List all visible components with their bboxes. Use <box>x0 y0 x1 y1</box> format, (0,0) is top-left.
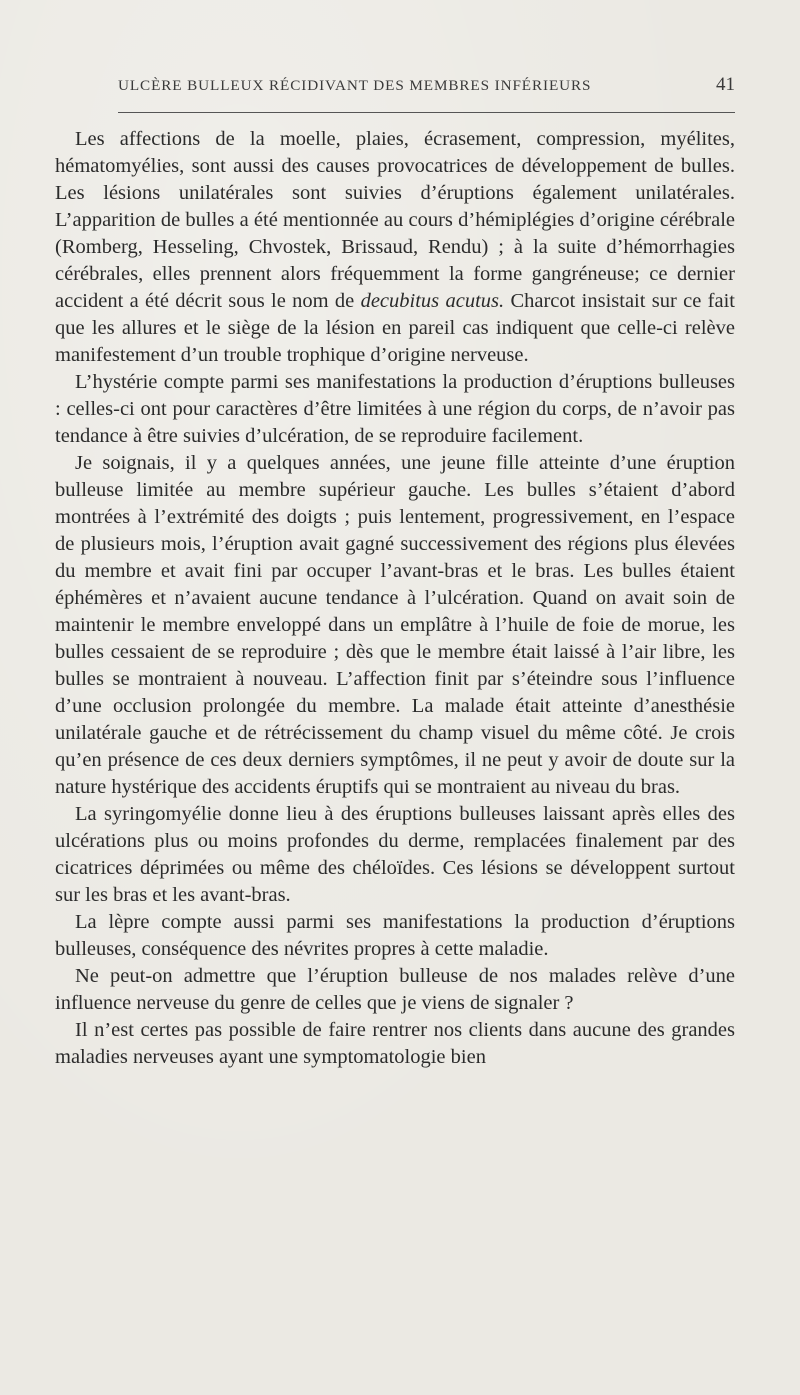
body-text <box>55 126 735 1071</box>
page-number: 41 <box>716 74 735 95</box>
paragraph-6: Ne peut-on admettre que l’éruption bulleuse de nos malades relève d’une influence nerveuse du genre de celles que je viens de signaler ? <box>55 965 735 1014</box>
page-header <box>118 74 735 104</box>
paragraph-1-text-after: Charcot insistait sur ce fait que les allures et le siège de la lésion en pareil cas indiquent que celle-ci relève manifestement d’un trouble trophique d’origine nerveuse. <box>55 290 735 366</box>
paragraph-2: L’hystérie compte parmi ses manifestations la production d’éruptions bulleuses : celles-ci ont pour caractères d’être limitées à une région du corps, de n’avoir pas tendance à être suivies d’ulcération, de se reproduire facilement. <box>55 371 735 447</box>
paragraph-4: La syringomyélie donne lieu à des éruptions bulleuses laissant après elles des ulcérations plus ou moins profondes du derme, remplacées finalement par des cicatrices déprimées ou même des chéloïdes. Ces lésions se développent surtout sur les bras et les avant-bras. <box>55 803 735 906</box>
paragraph-3: Je soignais, il y a quelques années, une jeune fille atteinte d’une éruption bulleuse limitée au membre supérieur gauche. Les bulles s’étaient d’abord montrées à l’extrémité des doigts ; puis lentement, progressivement, en l’espace de plusieurs mois, l’éruption avait gagné successivement des régions plus élevées du membre et avait fini par occuper l’avant-bras et le bras. Les bulles étaient éphémères et n’avaient aucune tendance à l’ulcération. Quand on avait soin de maintenir le membre enveloppé dans un emplâtre à l’huile de foie de morue, les bulles cessaient de se reproduire ; dès que le membre était laissé à l’air libre, les bulles se montraient à nouveau. L’affection finit par s’éteindre sous l’influence d’une occlusion prolongée du membre. La malade était atteinte d’anesthésie unilatérale gauche et de rétrécissement du champ visuel du même côté. Je crois qu’en présence de ces deux derniers symptômes, il ne peut y avoir de doute sur la nature hystérique des accidents éruptifs qui se montraient au niveau du bras. <box>55 452 735 798</box>
paragraph-1-italic-term: decubitus acutus. <box>360 290 505 312</box>
paragraph-7: Il n’est certes pas possible de faire rentrer nos clients dans aucune des grandes maladies nerveuses ayant une symptomatologie bien <box>55 1019 735 1068</box>
paragraph-1-text-before: Les affections de la moelle, plaies, écrasement, compression, myélites, hématomyélies, sont aussi des causes provocatrices de développement de bulles. Les lésions unilatérales sont suivies d’éruptions également unilatérales. L’apparition de bulles a été mentionnée au cours d’hémiplégies d’origine cérébrale (Romberg, Hesseling, Chvostek, Brissaud, Rendu) ; à la suite d’hémorrhagies cérébrales, elles prennent alors fréquemment la forme gangréneuse; ce dernier accident a été décrit sous le nom de <box>55 128 735 312</box>
paragraph-1 <box>55 126 735 369</box>
header-rule <box>118 112 735 113</box>
paragraph-5: La lèpre compte aussi parmi ses manifestations la production d’éruptions bulleuses, conséquence des névrites propres à cette maladie. <box>55 911 735 960</box>
running-title: ULCÈRE BULLEUX RÉCIDIVANT DES MEMBRES INFÉRIEURS <box>118 77 592 94</box>
